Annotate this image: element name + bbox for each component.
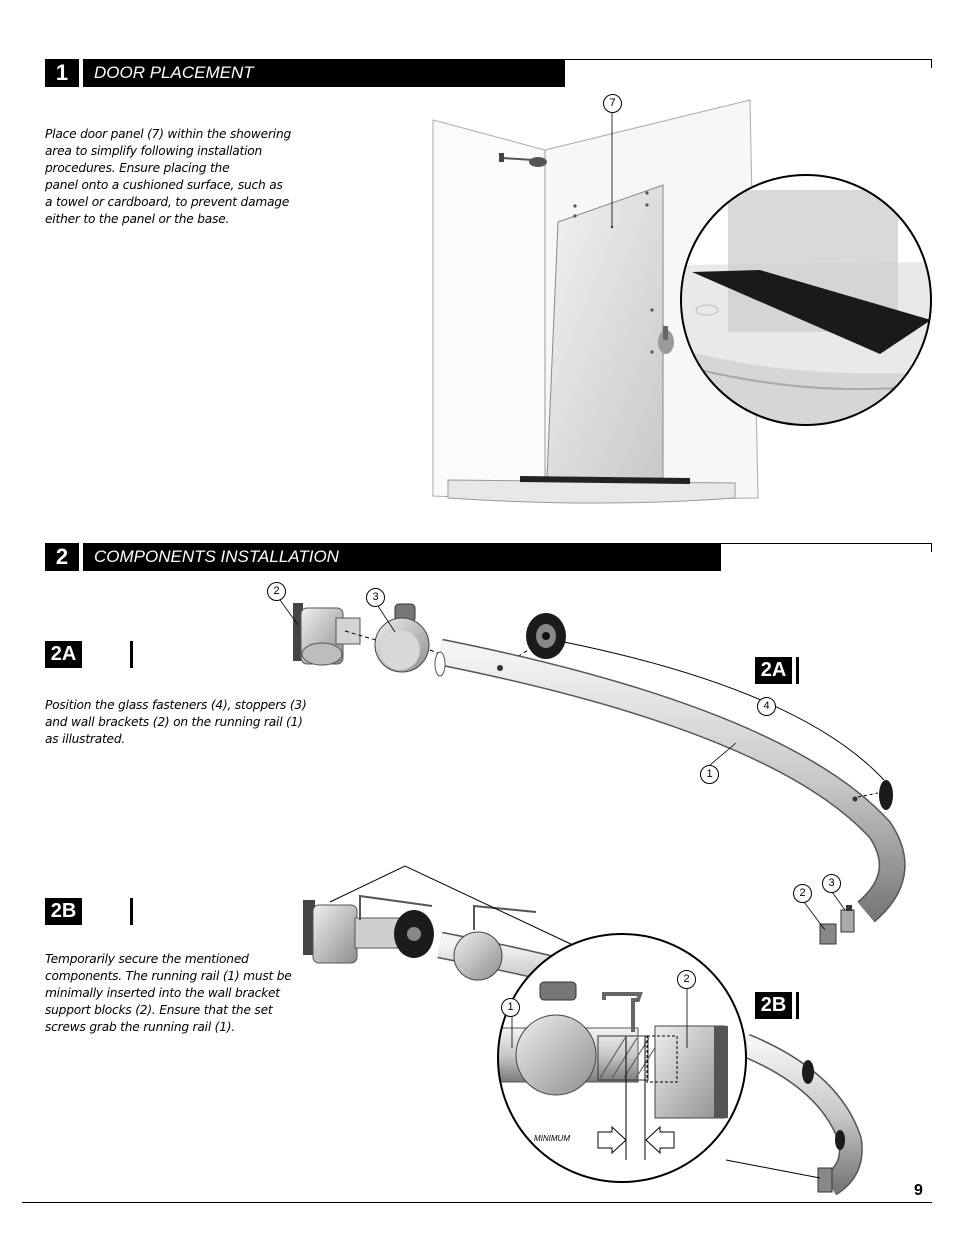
zoom-detail-rail-insertion xyxy=(498,934,746,1182)
section-1-title: DOOR PLACEMENT xyxy=(83,59,565,87)
callout-rail-2b: 1 xyxy=(501,998,520,1017)
callout-bracket-end: 2 xyxy=(793,884,812,903)
step-2a-instructions: Position the glass fasteners (4), stoppers (3) and wall brackets (2) on the running rail (1) as illustrated. xyxy=(45,698,307,746)
callout-stopper-end: 3 xyxy=(822,874,841,893)
shower-base xyxy=(448,480,735,503)
wall-bracket-part xyxy=(293,603,360,665)
callout-fastener: 4 xyxy=(757,697,776,716)
zoom-detail-base xyxy=(681,175,931,425)
left-wall xyxy=(433,120,545,500)
step-2b-instructions: Temporarily secure the mentioned components. The running rail (1) must be minimally inserted into the wall bracket support blocks (2). Ensure that the set screws grab the running rail (1). xyxy=(45,952,292,1034)
callout-bracket-2a: 2 xyxy=(267,582,286,601)
section-1-number: 1 xyxy=(45,59,79,87)
callout-bracket-2b: 2 xyxy=(677,970,696,989)
callout-panel: 7 xyxy=(603,94,622,113)
section-1-instructions: Place door panel (7) within the showering area to simplify following installation procedures. Ensure placing the panel onto a cushioned surface, such as a towel or cardboard, to prevent damage either to the panel or the base. xyxy=(45,127,292,226)
glass-fastener-disc-far xyxy=(879,780,893,810)
glass-fastener-disc xyxy=(526,613,566,659)
end-bracket-parts xyxy=(820,905,854,944)
section-2-number: 2 xyxy=(45,543,79,571)
door-panel xyxy=(547,185,663,478)
callout-stopper-2a: 3 xyxy=(366,588,385,607)
footer-rule xyxy=(22,1202,932,1203)
callout-rail-2a: 1 xyxy=(700,765,719,784)
page-number: 9 xyxy=(914,1182,923,1199)
minimum-insertion-label: MINIMUM xyxy=(534,1134,570,1143)
section-2-title: COMPONENTS INSTALLATION xyxy=(83,543,721,571)
